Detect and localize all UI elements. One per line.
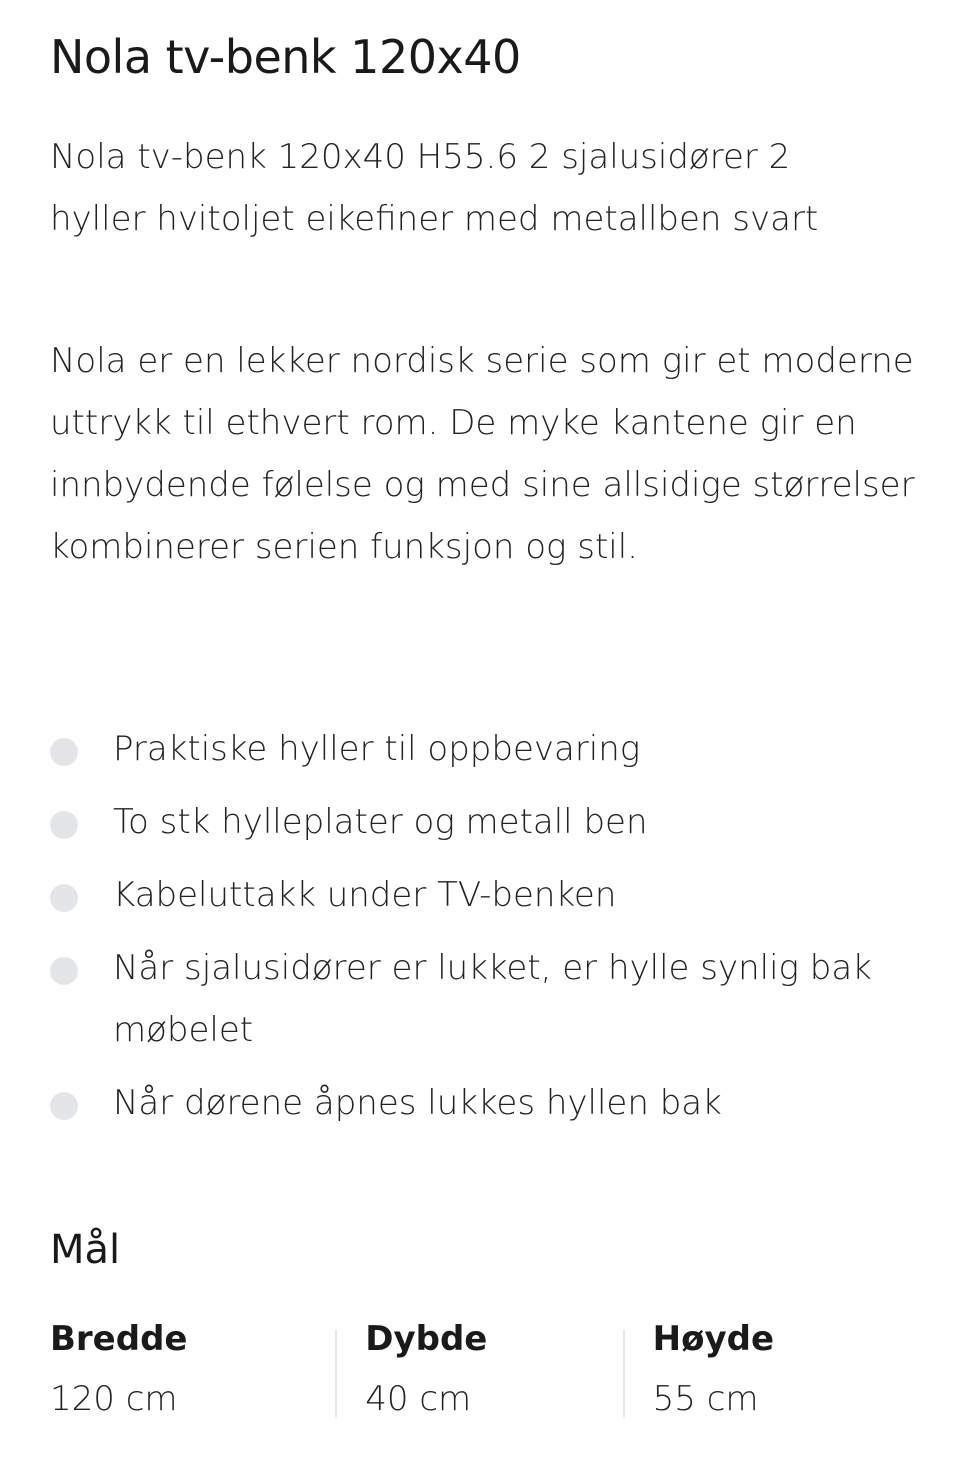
list-item	[50, 864, 910, 926]
feature-text: To stk hylleplater og metall ben	[113, 802, 648, 842]
dimension-value: 40 cm	[365, 1379, 472, 1419]
dimension-height	[623, 1310, 910, 1430]
bullet-dot-icon	[50, 811, 78, 839]
feature-text: Kabeluttakk under TV-benken	[113, 875, 617, 915]
list-item	[50, 718, 910, 780]
feature-text: Når dørene åpnes lukkes hyllen bak	[113, 1083, 722, 1123]
dimensions-table	[50, 1310, 910, 1430]
bullet-dot-icon	[50, 957, 78, 985]
feature-text: Praktiske hyller til oppbevaring	[113, 729, 641, 769]
dimension-width	[50, 1310, 335, 1430]
list-item	[50, 791, 910, 853]
dimension-value: 55 cm	[652, 1379, 759, 1419]
bullet-dot-icon	[50, 1092, 78, 1120]
dimension-label: Dybde	[365, 1319, 488, 1359]
list-item	[50, 1072, 910, 1134]
bullet-dot-icon	[50, 738, 78, 766]
dimension-label: Bredde	[50, 1319, 188, 1359]
dimensions-heading: Mål	[50, 1227, 121, 1273]
product-title: Nola tv-benk 120x40	[50, 30, 521, 84]
dimension-label: Høyde	[652, 1319, 774, 1359]
list-item	[50, 937, 910, 1061]
dimension-value: 120 cm	[50, 1379, 178, 1419]
product-subtitle: Nola tv-benk 120x40 H55.6 2 sjalusidører 2 hyller hvitoljet eikefiner med metallben svart	[50, 137, 819, 239]
product-description: Nola er en lekker nordisk serie som gir et moderne uttrykk til ethvert rom. De myke kantene gir en innbydende følelse og med sine allsidige størrelser kombinerer serien funksjon og stil.	[50, 341, 915, 567]
feature-text: Når sjalusidører er lukket, er hylle synlig bak møbelet	[113, 948, 872, 1050]
feature-list	[50, 718, 910, 1145]
dimension-depth	[335, 1310, 622, 1430]
bullet-dot-icon	[50, 884, 78, 912]
